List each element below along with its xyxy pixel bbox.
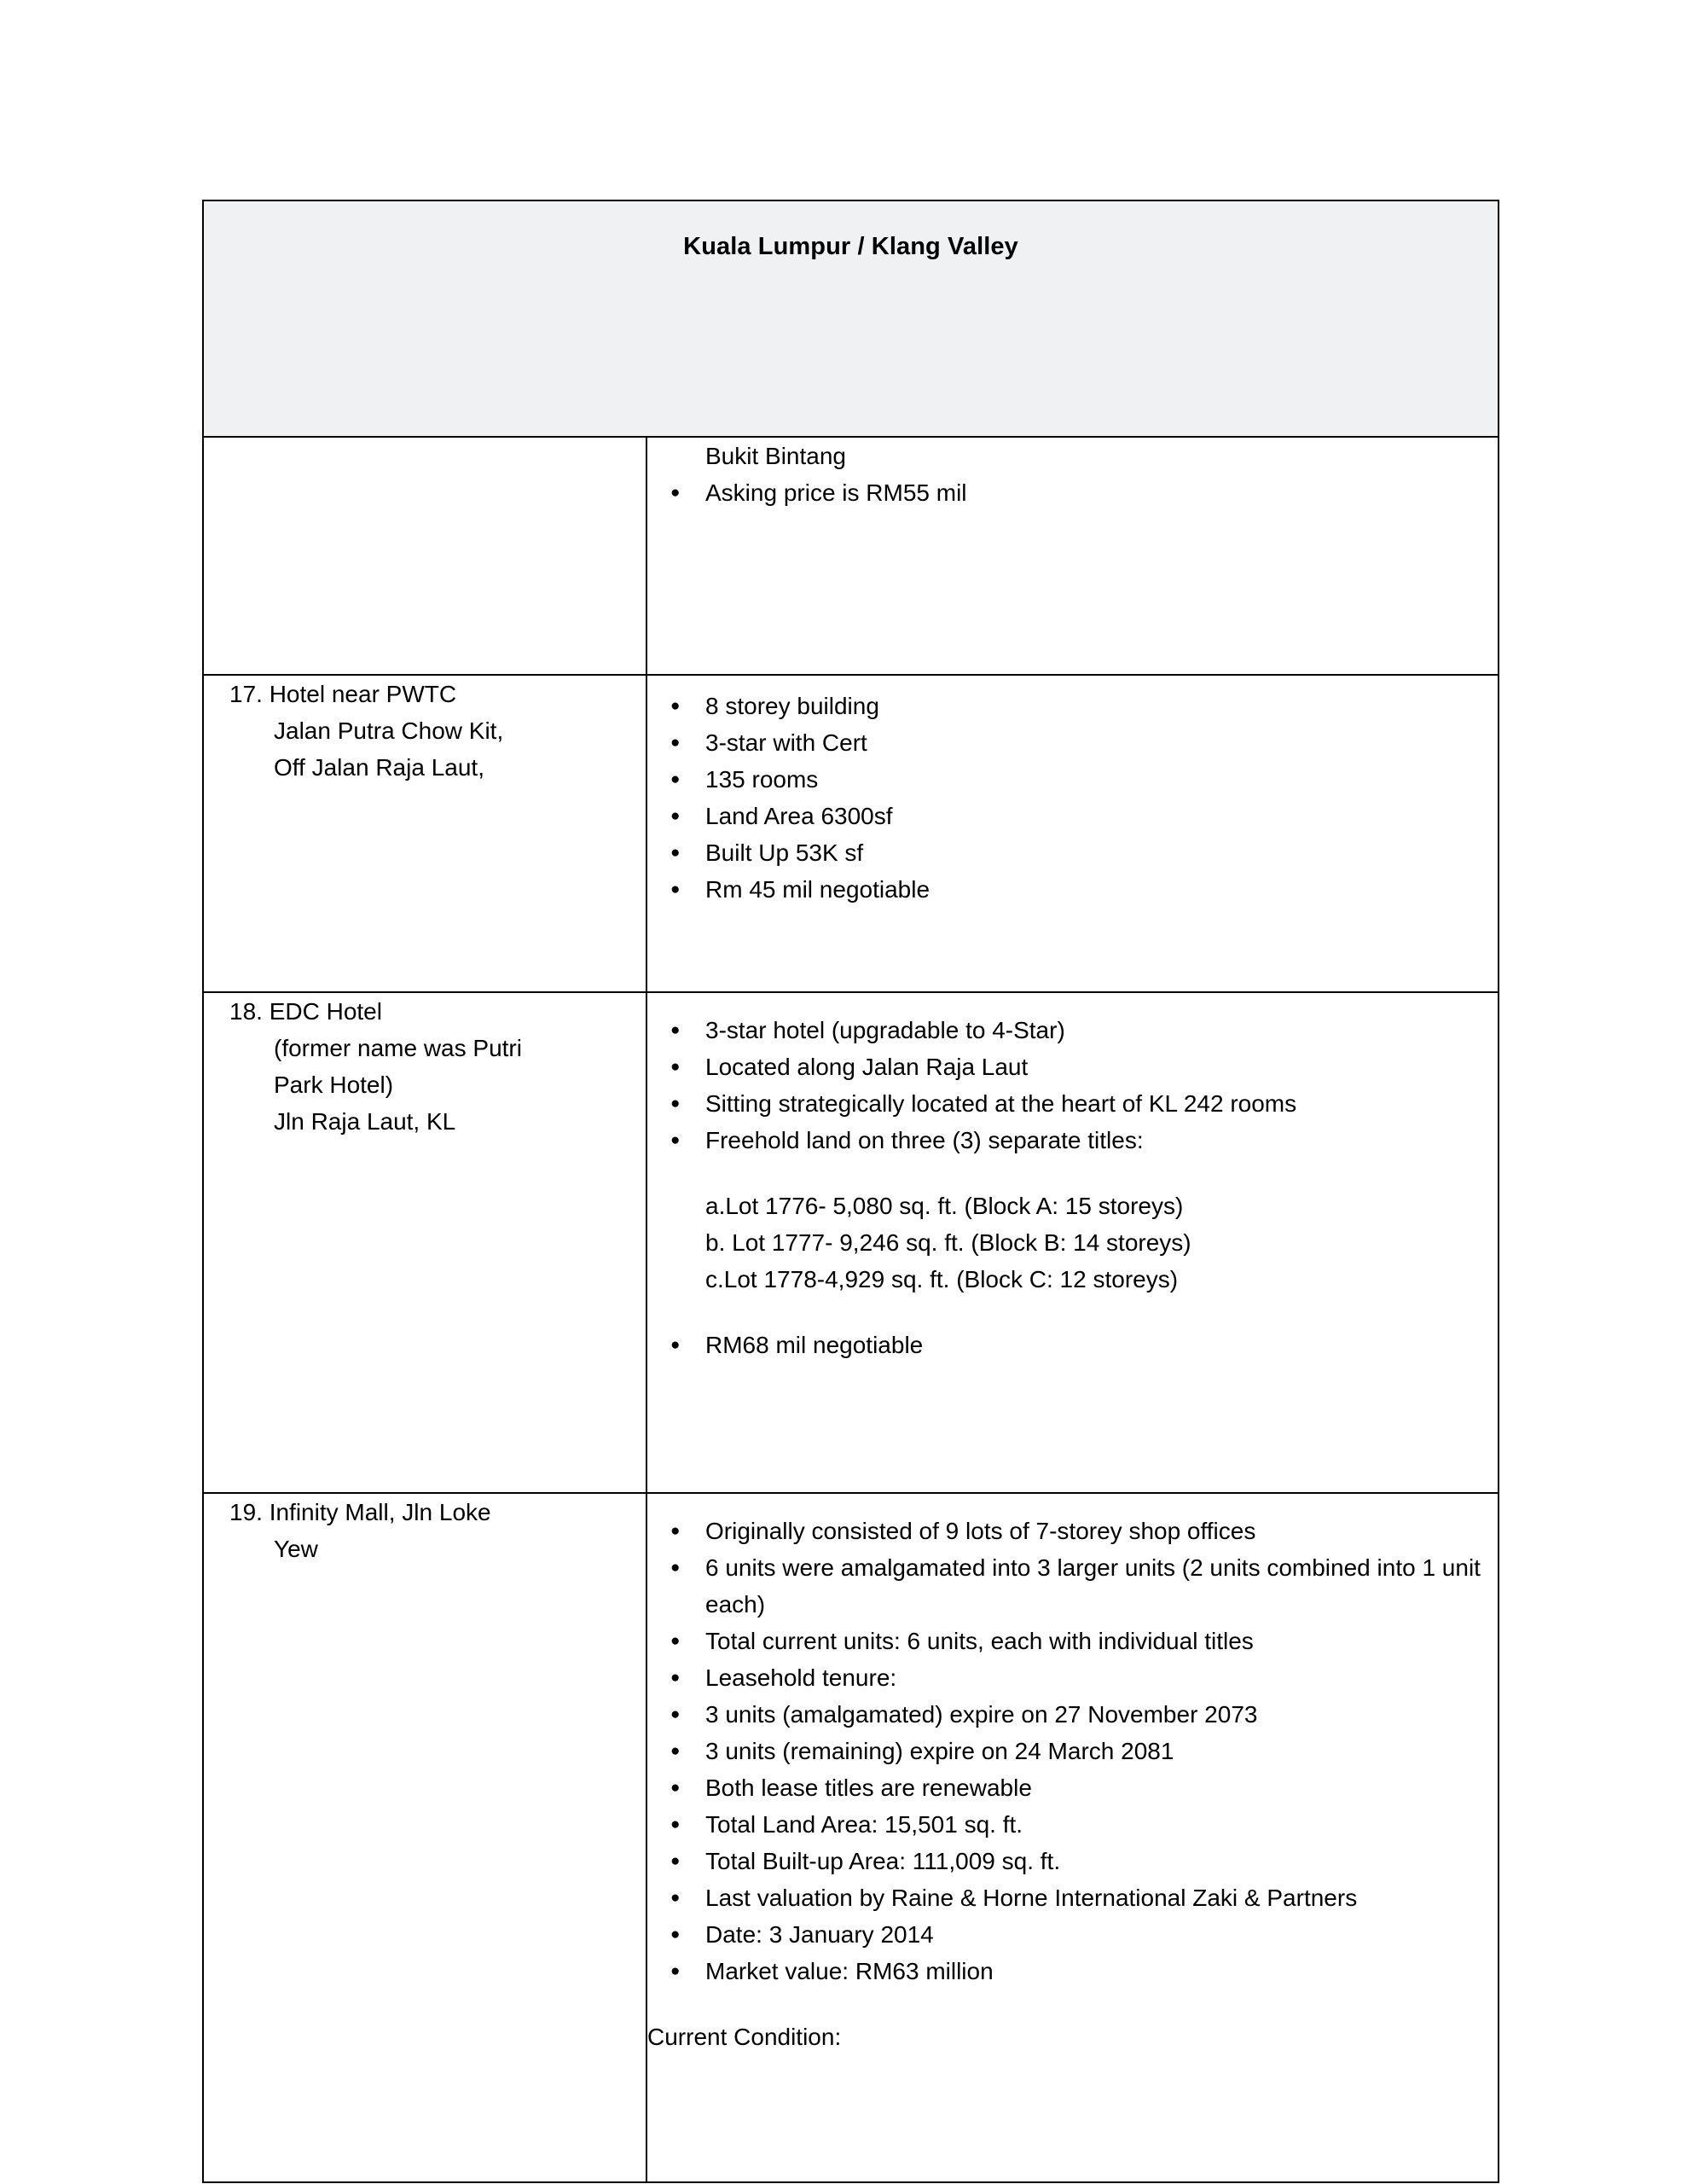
table-row xyxy=(203,1493,1499,2182)
detail-bullet-list xyxy=(647,688,1498,908)
property-name-block xyxy=(204,993,646,1140)
table-header-cell xyxy=(203,200,1499,437)
property-name-line: (former name was Putri xyxy=(274,1035,522,1061)
detail-intro-line: Bukit Bintang xyxy=(705,443,846,469)
property-detail-cell xyxy=(646,1493,1499,2182)
list-item: ● Freehold land on three (3) separate titles: xyxy=(647,1122,1498,1159)
list-item: ● Market value: RM63 million xyxy=(647,1953,1498,1989)
list-item: ● Total Built-up Area: 111,009 sq. ft. xyxy=(647,1843,1498,1879)
property-detail-cell xyxy=(646,675,1499,992)
table-header-title: Kuala Lumpur / Klang Valley xyxy=(683,233,1018,260)
property-name-line: 17. Hotel near PWTC xyxy=(229,681,457,707)
property-name-cell xyxy=(203,675,646,992)
list-item: ● 6 units were amalgamated into 3 larger units (2 units combined into 1 unit each) xyxy=(647,1549,1498,1623)
list-item: ● Both lease titles are renewable xyxy=(647,1769,1498,1806)
table-row xyxy=(203,437,1499,675)
list-item: ● Asking price is RM55 mil xyxy=(647,474,1498,511)
spacer xyxy=(647,1159,1498,1188)
detail-bullet-list xyxy=(647,1012,1498,1159)
list-item: ● Sitting strategically located at the heart of KL 242 rooms xyxy=(647,1085,1498,1122)
list-item: ● Date: 3 January 2014 xyxy=(647,1916,1498,1953)
spacer xyxy=(647,1298,1498,1327)
list-item: ● Originally consisted of 9 lots of 7-storey shop offices xyxy=(647,1513,1498,1549)
spacer xyxy=(647,1494,1498,1513)
list-item: ● Built Up 53K sf xyxy=(647,834,1498,871)
list-item: ● 135 rooms xyxy=(647,761,1498,798)
detail-bullet-list xyxy=(647,1513,1498,1989)
list-item: ● 3 units (remaining) expire on 24 March 2081 xyxy=(647,1733,1498,1769)
list-item: ● Last valuation by Raine & Horne International Zaki & Partners xyxy=(647,1879,1498,1916)
property-listing-table xyxy=(202,200,1499,2183)
list-item: ● RM68 mil negotiable xyxy=(647,1327,1498,1363)
list-item: ● 3 units (amalgamated) expire on 27 November 2073 xyxy=(647,1696,1498,1733)
property-name-line: Off Jalan Raja Laut, xyxy=(274,754,484,781)
property-detail-cell xyxy=(646,437,1499,675)
spacer xyxy=(647,1989,1498,2018)
lot-detail-line: b. Lot 1777- 9,246 sq. ft. (Block B: 14 storeys) xyxy=(705,1229,1191,1256)
lot-details-block xyxy=(647,1188,1498,1298)
spacer xyxy=(647,993,1498,1012)
list-item: ● Rm 45 mil negotiable xyxy=(647,871,1498,908)
property-name-line: Park Hotel) xyxy=(274,1072,394,1098)
lot-detail-line: a.Lot 1776- 5,080 sq. ft. (Block A: 15 storeys) xyxy=(705,1193,1184,1219)
list-item: ● Total current units: 6 units, each with individual titles xyxy=(647,1623,1498,1659)
lot-detail-line: c.Lot 1778-4,929 sq. ft. (Block C: 12 storeys) xyxy=(705,1266,1179,1292)
detail-bullet-list xyxy=(647,474,1498,511)
property-name-block xyxy=(204,1494,646,1567)
table-row xyxy=(203,675,1499,992)
list-item: ● Leasehold tenure: xyxy=(647,1659,1498,1696)
property-name-cell xyxy=(203,992,646,1493)
detail-bullet-list-secondary xyxy=(647,1327,1498,1363)
table-header-row xyxy=(203,200,1499,437)
property-name-cell xyxy=(203,1493,646,2182)
list-item: ● Located along Jalan Raja Laut xyxy=(647,1048,1498,1085)
spacer xyxy=(647,676,1498,688)
list-item: ● Land Area 6300sf xyxy=(647,798,1498,834)
property-name-cell xyxy=(203,437,646,675)
property-name-block xyxy=(204,676,646,786)
list-item: ● 3-star hotel (upgradable to 4-Star) xyxy=(647,1012,1498,1048)
property-name-line: Jalan Putra Chow Kit, xyxy=(274,717,504,744)
property-name-line: Jln Raja Laut, KL xyxy=(274,1108,456,1135)
property-name-line: 18. EDC Hotel xyxy=(229,998,382,1025)
list-item: ● 3-star with Cert xyxy=(647,724,1498,761)
list-item: ● Total Land Area: 15,501 sq. ft. xyxy=(647,1806,1498,1843)
current-condition-label: Current Condition: xyxy=(647,2024,842,2050)
property-name-line: Yew xyxy=(274,1536,318,1562)
property-name-line: 19. Infinity Mall, Jln Loke xyxy=(229,1499,491,1525)
list-item: ● 8 storey building xyxy=(647,688,1498,724)
property-detail-cell xyxy=(646,992,1499,1493)
table-row xyxy=(203,992,1499,1493)
